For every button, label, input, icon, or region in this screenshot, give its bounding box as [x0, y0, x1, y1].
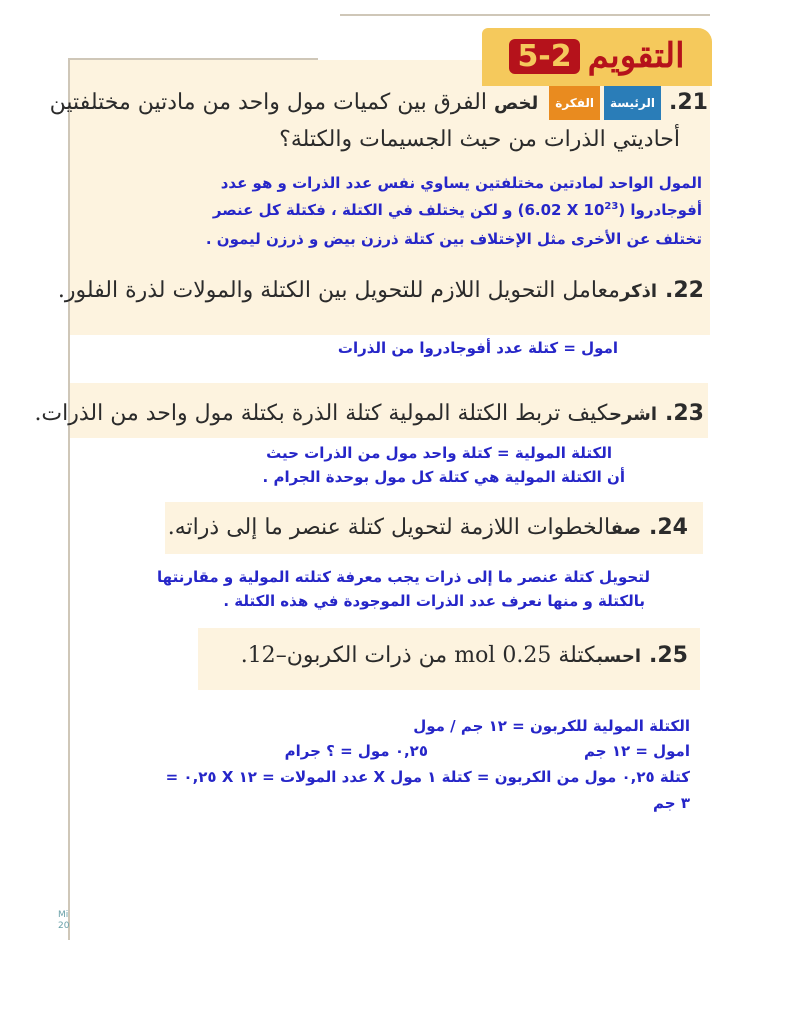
page-frame-top	[68, 58, 318, 60]
answer-24-line-1: لتحويل كتلة عنصر ما إلى ذرات يجب معرفة كتلته المولية و مقارنتها	[157, 568, 650, 586]
tag-idea: الفكرة	[549, 86, 600, 120]
question-21-line-1	[50, 86, 708, 120]
question-24-text: الخطوات اللازمة لتحويل كتلة عنصر ما إلى ذراته.	[167, 515, 611, 540]
answer-25-line-2a: امول = ١٢ جم	[584, 742, 690, 760]
avogadro-number	[524, 201, 618, 219]
question-21-line-2	[279, 124, 680, 156]
question-22-text: معامل التحويل اللازم للتحويل بين الكتلة والمولات لذرة الفلور.	[57, 278, 620, 303]
section-number: 5-2	[509, 39, 579, 74]
question-22-verb: اذكر	[619, 281, 658, 302]
answer-22: امول = كتلة عدد أفوجادروا من الذرات	[337, 339, 618, 357]
answer-24-line-2: بالكتلة و منها نعرف عدد الذرات الموجودة في هذه الكتلة .	[223, 592, 645, 610]
question-24	[168, 512, 688, 545]
question-21-text-2: أحاديتي الذرات من حيث الجسيمات والكتلة؟	[279, 127, 680, 152]
answer-25-line-1: الكتلة المولية للكربون = ١٢ جم / مول	[413, 717, 690, 735]
answer-21-post: ) و لكن يختلف في الكتلة ، فكتلة كل عنصر	[212, 201, 525, 219]
tag-main: الرئيسة	[604, 86, 661, 120]
avogadro-base: 6.02 X 10	[524, 201, 605, 219]
question-25	[241, 640, 688, 673]
question-23	[34, 398, 704, 431]
page-frame-left	[68, 60, 70, 940]
question-21-text-1: الفرق بين كميات مول واحد من مادتين مختلفتين	[49, 90, 487, 115]
page-frame-top-right	[340, 14, 710, 16]
question-21-number: 21.	[669, 90, 708, 115]
answer-21-line-2	[213, 195, 702, 222]
logo-line-1: Mi	[58, 910, 69, 920]
logo-line-2: 20	[58, 921, 70, 931]
question-23-text: كيف تربط الكتلة المولية كتلة الذرة بكتلة مول واحد من الذرات.	[34, 401, 609, 426]
answer-23-line-2: أن الكتلة المولية هي كتلة كل مول بوحدة الجرام .	[262, 468, 625, 486]
publisher-logo	[58, 910, 69, 932]
question-25-verb: احسب	[596, 646, 642, 667]
answer-21-line-3: تختلف عن الأخرى مثل الإختلاف بين كتلة ذرزن بيض و ذرزن ليمون .	[205, 230, 702, 248]
question-21-verb: لخص	[493, 93, 539, 114]
section-title-text: التقويم	[587, 36, 685, 76]
answer-25-line-4: ٣ جم	[653, 794, 690, 812]
answer-23-line-1: الكتلة المولية = كتلة واحد مول من الذرات حيث	[266, 444, 612, 462]
question-24-verb: صف	[610, 518, 642, 539]
question-23-verb: اشرح	[608, 404, 658, 425]
question-25-text: كتلة 0.25 mol من ذرات الكربون–12.	[240, 643, 597, 668]
section-title	[492, 30, 702, 82]
avogadro-exponent: 23	[604, 201, 619, 212]
question-25-number: 25.	[649, 643, 688, 668]
answer-25-line-3: كتلة ٠,٢٥ مول من الكربون = كتلة ١ مول X عدد المولات = ١٢ X ٠,٢٥ =	[165, 768, 690, 786]
answer-21-pre: أفوجادروا (	[618, 201, 702, 219]
answer-21-line-1: المول الواحد لمادتين مختلفتين يساوي نفس عدد الذرات و هو عدد	[220, 174, 702, 192]
answer-25-line-2b: ٠,٢٥ مول = ؟ جرام	[284, 742, 428, 760]
question-23-number: 23.	[665, 401, 704, 426]
question-22-number: 22.	[665, 278, 704, 303]
question-22	[58, 275, 704, 308]
question-24-number: 24.	[649, 515, 688, 540]
